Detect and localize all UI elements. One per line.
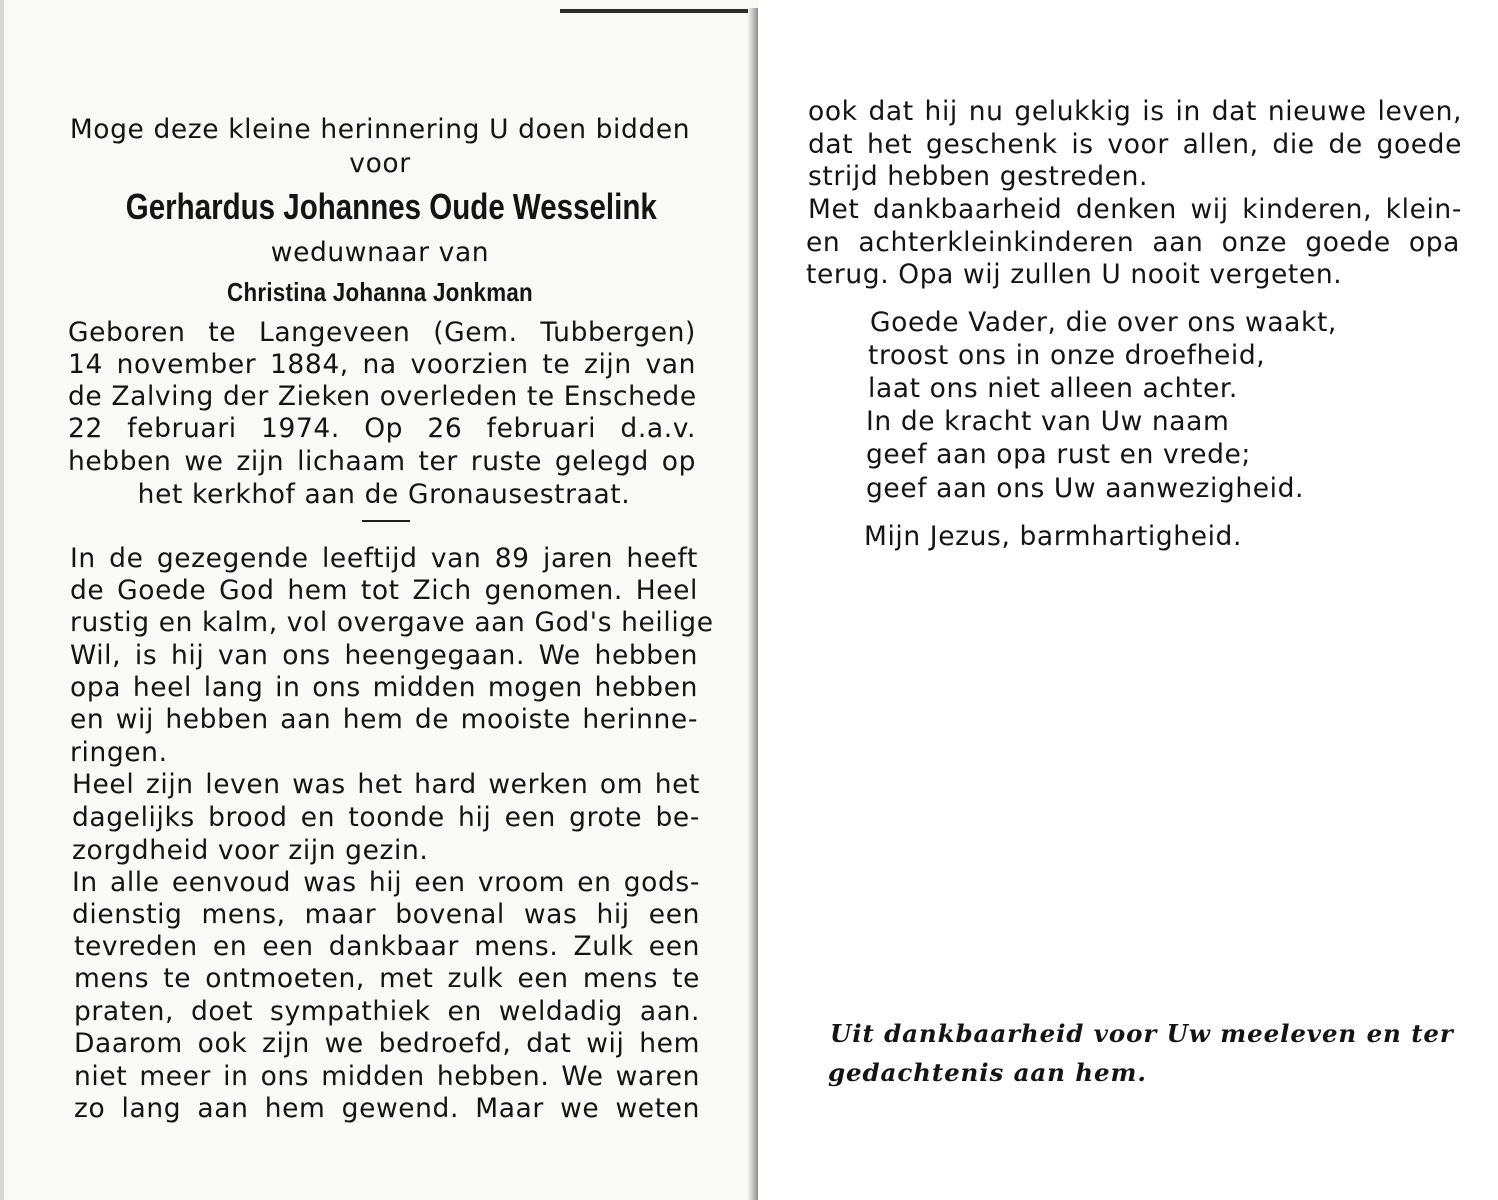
card-top-edge [560, 9, 752, 13]
body-line: dagelijks brood en toonde hij een grote be- [72, 802, 700, 833]
prayer-line: Goede Vader, die over ons waakt, [870, 307, 1337, 338]
card-fold-shadow [748, 8, 758, 1200]
relation-text: weduwnaar van [270, 237, 490, 268]
body-line: opa heel lang in ons midden mogen hebben [70, 672, 698, 703]
body-line: rustig en kalm, vol overgave aan God's heilige [70, 607, 714, 638]
birth-death-line: hebben we zijn lichaam ter ruste gelegd op [68, 446, 696, 477]
birth-death-line: de Zalving der Zieken overleden te Enschede [68, 381, 697, 412]
body-line: zo lang aan hem gewend. Maar we weten [74, 1093, 700, 1124]
body-line: niet meer in ons midden hebben. We waren [74, 1061, 700, 1092]
body-line: In de gezegende leeftijd van 89 jaren heeft [70, 543, 698, 574]
continuation-line: Met dankbaarheid denken wij kinderen, klein- [808, 194, 1462, 225]
invocation: Mijn Jezus, barmhartigheid. [864, 521, 1242, 552]
card-left-edge [0, 0, 4, 1200]
body-line: Daarom ook zijn we bedroefd, dat wij hem [74, 1028, 700, 1059]
continuation-line: terug. Opa wij zullen U nooit vergeten. [806, 259, 1343, 290]
spouse-name: Christina Johanna Jonkman [227, 277, 533, 307]
body-line: tevreden en een dankbaar mens. Zulk een [74, 931, 700, 962]
thanks-line: gedachtenis aan hem. [828, 1058, 1147, 1087]
birth-death-line: 14 november 1884, na voorzien te zijn van [68, 349, 696, 380]
prayer-line: In de kracht van Uw naam [866, 406, 1230, 437]
birth-death-line: 22 februari 1974. Op 26 februari d.a.v. [68, 413, 696, 444]
body-line: Wil, is hij van ons heengegaan. We hebben [70, 640, 698, 671]
body-line: de Goede God hem tot Zich genomen. Heel [70, 575, 698, 606]
birth-death-line: het kerkhof aan de Gronausestraat. [137, 479, 631, 510]
body-line: zorgdheid voor zijn gezin. [72, 835, 429, 866]
right-page [758, 0, 1498, 1200]
continuation-line: ook dat hij nu gelukkig is in dat nieuwe leven, [808, 96, 1462, 127]
body-line: praten, doet sympathiek en weldadig aan. [74, 996, 700, 1027]
intro-line: Moge deze kleine herinnering U doen bidden [69, 114, 691, 145]
body-line: Heel zijn leven was het hard werken om het [72, 769, 700, 800]
birth-death-line: Geboren te Langeveen (Gem. Tubbergen) [68, 317, 696, 348]
prayer-line: geef aan ons Uw aanwezigheid. [866, 473, 1305, 504]
continuation-line: en achterkleinkinderen aan onze goede opa [806, 227, 1460, 258]
continuation-line: dat het geschenk is voor allen, die de goede [808, 129, 1462, 160]
thanks-line: Uit dankbaarheid voor Uw meeleven en ter [830, 1019, 1454, 1048]
body-line: mens te ontmoeten, met zulk een mens te [74, 963, 700, 994]
prayer-line: laat ons niet alleen achter. [868, 373, 1238, 404]
continuation-line: strijd hebben gestreden. [808, 161, 1149, 192]
body-line: ringen. [70, 737, 168, 768]
body-line: en wij hebben aan hem de mooiste herinne- [70, 704, 698, 735]
body-line: dienstig mens, maar bovenal was hij een [72, 899, 700, 930]
deceased-name: Gerhardus Johannes Oude Wesselink [125, 186, 657, 227]
body-line: In alle eenvoud was hij een vroom en gods- [72, 867, 700, 898]
prayer-line: troost ons in onze droefheid, [868, 340, 1266, 371]
intro-line: voor [349, 148, 411, 179]
section-divider [362, 520, 410, 522]
prayer-line: geef aan opa rust en vrede; [866, 439, 1251, 470]
